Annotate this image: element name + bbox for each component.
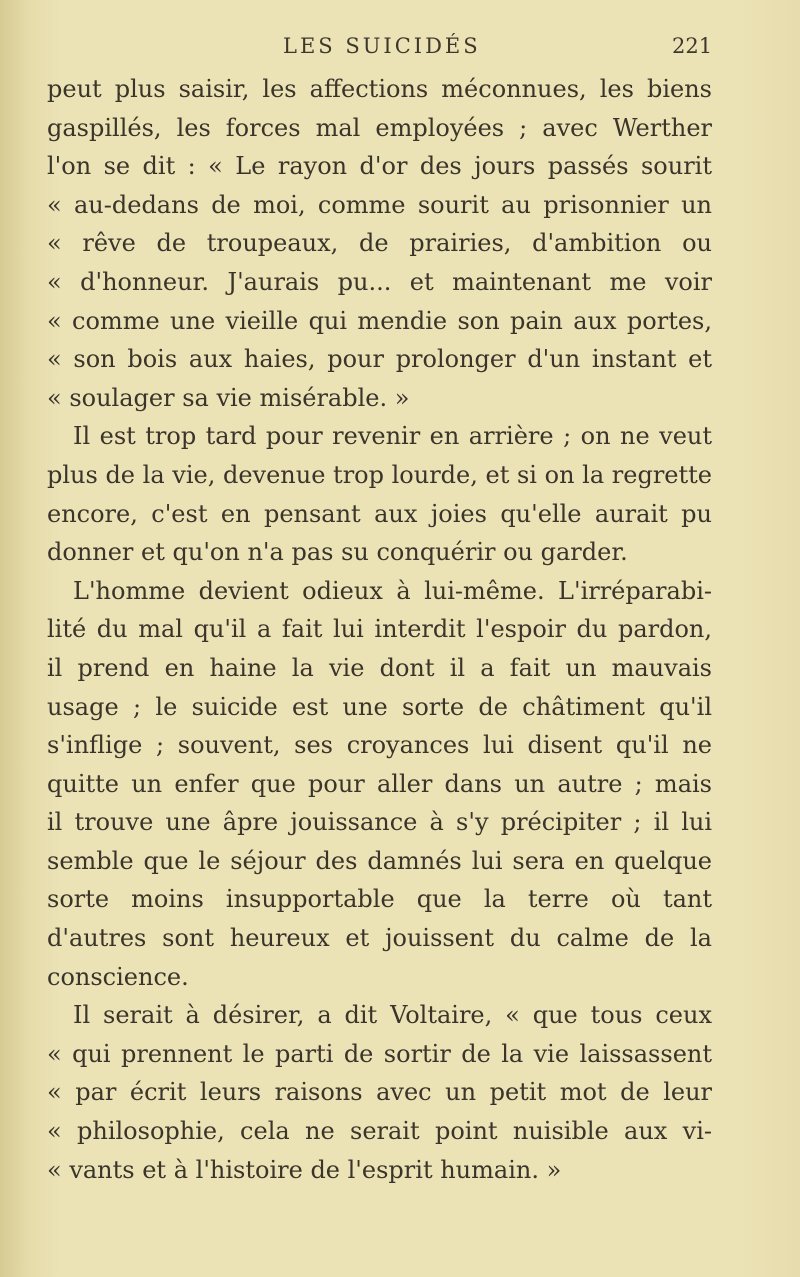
text-line: « d'honneur. J'aurais pu... et maintenant me voir	[47, 267, 712, 296]
text-line: « soulager sa vie misérable. »	[47, 383, 410, 412]
page-number: 221	[672, 34, 713, 58]
text-line: Il serait à désirer, a dit Voltaire, « que tous ceux	[73, 1001, 712, 1030]
text-line: « son bois aux haies, pour prolonger d'un instant et	[47, 345, 712, 374]
text-line: sorte moins insupportable que la terre où tant	[47, 885, 712, 914]
text-line: usage ; le suicide est une sorte de châtiment qu'il	[47, 692, 712, 721]
text-line: Il est trop tard pour revenir en arrière ; on ne veut	[73, 422, 712, 451]
text-line: « comme une vieille qui mendie son pain aux portes,	[47, 306, 712, 335]
running-head	[0, 34, 800, 64]
text-line: « rêve de troupeaux, de prairies, d'ambition ou	[47, 229, 712, 258]
running-title: LES SUICIDÉS	[283, 34, 481, 58]
text-line: gaspillés, les forces mal employées ; avec Werther	[47, 113, 712, 142]
text-line: lité du mal qu'il a fait lui interdit l'espoir du pardon,	[47, 615, 712, 644]
body-text	[47, 70, 712, 1189]
text-line: peut plus saisir, les affections méconnues, les biens	[47, 75, 712, 103]
text-line: quitte un enfer que pour aller dans un autre ; mais	[47, 769, 712, 798]
text-line: s'inflige ; souvent, ses croyances lui disent qu'il ne	[47, 731, 712, 760]
text-line: « philosophie, cela ne serait point nuisible aux vi-	[47, 1117, 712, 1146]
text-line: donner et qu'on n'a pas su conquérir ou garder.	[47, 538, 628, 567]
text-line: d'autres sont heureux et jouissent du calme de la	[47, 924, 712, 953]
text-line: L'homme devient odieux à lui-même. L'irréparabi-	[73, 576, 712, 605]
text-line: semble que le séjour des damnés lui sera en quelque	[47, 846, 712, 875]
text-line: il trouve une âpre jouissance à s'y précipiter ; il lui	[47, 808, 712, 837]
text-line: « au-dedans de moi, comme sourit au prisonnier un	[47, 190, 712, 219]
text-line: encore, c'est en pensant aux joies qu'elle aurait pu	[47, 499, 712, 528]
text-line: « qui prennent le parti de sortir de la vie laissassent	[47, 1039, 712, 1068]
text-line: « vants et à l'histoire de l'esprit humain. »	[47, 1155, 562, 1184]
text-line: plus de la vie, devenue trop lourde, et si on la regrette	[47, 460, 712, 489]
text-line: conscience.	[47, 962, 189, 991]
text-line: « par écrit leurs raisons avec un petit mot de leur	[47, 1078, 712, 1107]
text-line: il prend en haine la vie dont il a fait un mauvais	[47, 653, 712, 682]
text-line: l'on se dit : « Le rayon d'or des jours passés sourit	[47, 152, 712, 181]
